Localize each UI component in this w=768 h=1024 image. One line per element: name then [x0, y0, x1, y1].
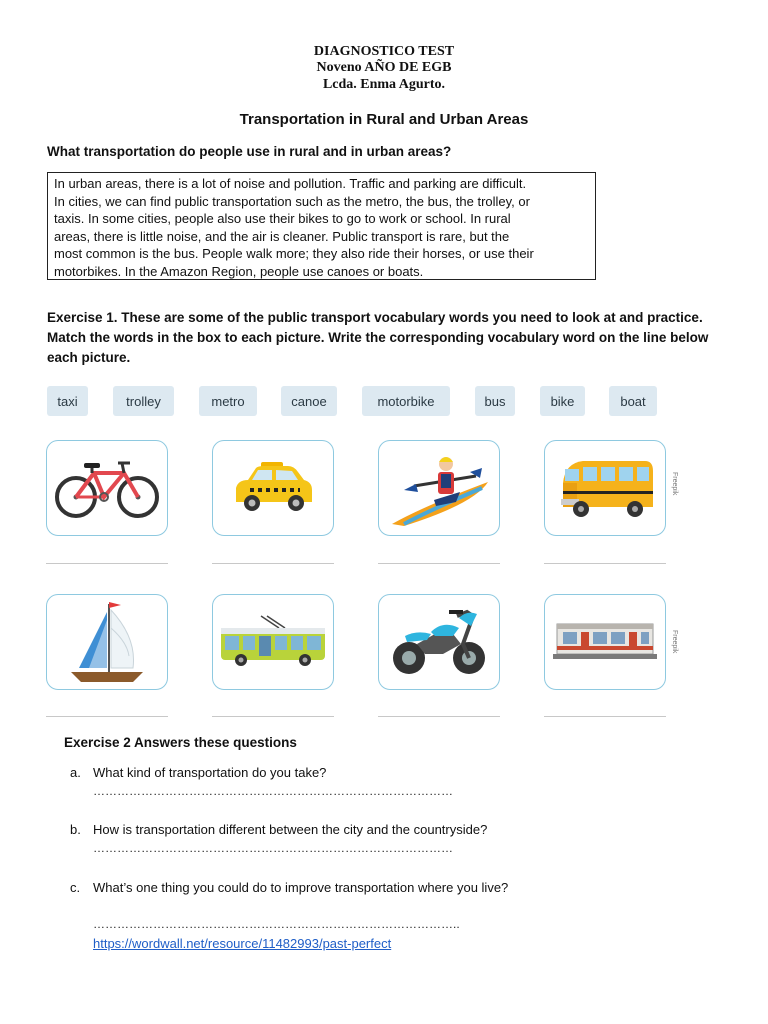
header-line-3: Lcda. Enma Agurto. [322, 77, 446, 92]
passage-line: most common is the bus. People walk more; they also ride their horses, or use their [54, 246, 534, 262]
resource-link[interactable]: https://wordwall.net/resource/11482993/past-perfect [93, 936, 392, 951]
picture-card-8 [544, 594, 666, 690]
passage-line: areas, there is little noise, and the air is cleaner. Public transport is rare, but the [54, 228, 510, 244]
word-chip-canoe: canoe [281, 386, 337, 416]
word-chip-motorbike: motorbike [362, 386, 450, 416]
passage-line: In urban areas, there is a lot of noise and pollution. Traffic and parking are difficult. [54, 176, 527, 191]
reading-question: What transportation do people use in rural and in urban areas? [47, 144, 452, 159]
word-chip-taxi: taxi [47, 386, 88, 416]
image-credit: Freepik [671, 630, 678, 654]
answer-dotted-line[interactable]: ……………………………………………………………………………… [93, 784, 453, 798]
exercise-2-title: Exercise 2 Answers these questions [64, 735, 297, 750]
question-text: How is transportation different between the city and the countryside? [93, 822, 488, 837]
picture-card-1 [46, 440, 168, 536]
answer-line[interactable] [46, 563, 168, 564]
kayak-icon [384, 446, 494, 530]
bicycle-icon [52, 453, 162, 523]
reading-passage [47, 172, 596, 280]
answer-line[interactable] [378, 563, 500, 564]
picture-card-7 [378, 594, 500, 690]
answer-line[interactable] [46, 716, 168, 717]
word-chip-metro: metro [199, 386, 257, 416]
picture-card-6 [212, 594, 334, 690]
image-credit: Freepik [671, 472, 678, 496]
passage-line: taxis. In some cities, people also use their bikes to go to work or school. In rural [54, 211, 511, 227]
answer-line[interactable] [212, 716, 334, 717]
page-title: Transportation in Rural and Urban Areas [239, 111, 529, 128]
answer-line[interactable] [544, 716, 666, 717]
answer-dotted-line[interactable]: ……………………………………………………………………………….. [93, 917, 460, 931]
picture-card-2 [212, 440, 334, 536]
answer-line[interactable] [212, 563, 334, 564]
passage-line: motorbikes. In the Amazon Region, people use canoes or boats. [54, 263, 424, 279]
trolleybus-icon [217, 614, 329, 670]
motorbike-icon [387, 604, 491, 680]
header-line-1: DIAGNOSTICO TEST [313, 44, 455, 59]
word-chip-bike: bike [540, 386, 585, 416]
answer-line[interactable] [378, 716, 500, 717]
question-text: What kind of transportation do you take? [93, 765, 327, 780]
sailboat-icon [67, 598, 147, 686]
picture-card-4 [544, 440, 666, 536]
word-chip-bus: bus [475, 386, 515, 416]
answer-line[interactable] [544, 563, 666, 564]
question-letter: a. [70, 765, 81, 780]
word-chip-boat: boat [609, 386, 657, 416]
question-letter: b. [70, 822, 81, 837]
picture-card-3 [378, 440, 500, 536]
header-line-2: Noveno AÑO DE EGB [316, 60, 452, 75]
exercise-1-instructions: Exercise 1. These are some of the public transport vocabulary words you need to look at and practice. Match the words in the box to each picture. Write the corresponding vocabulary word on the line below each picture. [47, 310, 709, 365]
passage-line: In cities, we can find public transportation such as the metro, the bus, the trolley, or [54, 193, 530, 209]
picture-card-5 [46, 594, 168, 690]
question-letter: c. [70, 880, 81, 895]
question-text: What’s one thing you could do to improve transportation where you live? [93, 880, 509, 895]
word-chip-trolley: trolley [113, 386, 174, 416]
metro-train-icon [553, 620, 657, 664]
answer-dotted-line[interactable]: ……………………………………………………………………………… [93, 841, 453, 855]
school-bus-icon [553, 453, 657, 523]
taxi-icon [228, 458, 318, 518]
